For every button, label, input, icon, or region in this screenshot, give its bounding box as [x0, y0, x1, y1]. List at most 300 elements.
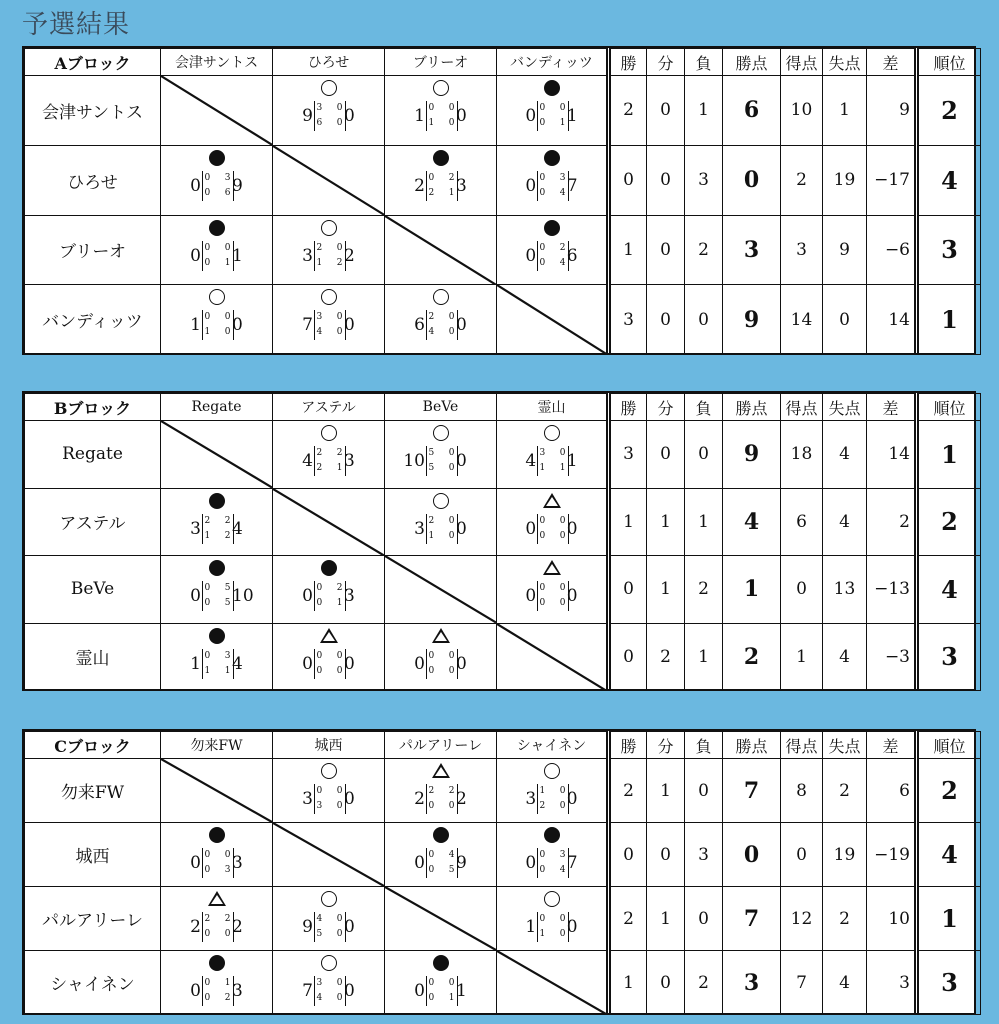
- half-score: 0: [428, 978, 435, 988]
- match-cell: [497, 887, 609, 951]
- header-pts: 勝点: [723, 732, 781, 759]
- score-left: 0: [302, 653, 313, 674]
- match-result: [161, 285, 272, 354]
- half-score: 2: [224, 914, 231, 924]
- half-score: 0: [559, 801, 566, 811]
- half-score: 0: [539, 515, 546, 526]
- half-score: 3: [559, 850, 566, 860]
- match-cell: [385, 285, 497, 355]
- half-score: 1: [316, 257, 323, 268]
- header-l: 負: [685, 394, 723, 421]
- half-score: 3: [224, 650, 231, 661]
- header-diff: 差: [867, 732, 917, 759]
- half-score: 1: [428, 530, 435, 541]
- score-left: 0: [525, 175, 537, 196]
- table-row: [25, 76, 981, 146]
- table-row: [25, 759, 981, 823]
- match-result: [497, 76, 606, 145]
- header-d: 分: [647, 394, 685, 421]
- half-score: 4: [316, 327, 323, 338]
- match-cell: [273, 421, 385, 489]
- match-cell: [385, 488, 497, 556]
- diagonal-cell: [385, 215, 497, 285]
- half-score: 0: [204, 865, 211, 875]
- half-score: 2: [336, 448, 343, 458]
- half-score: 0: [559, 914, 566, 924]
- diagonal-cell: [273, 145, 385, 215]
- match-cell: [497, 759, 609, 823]
- header-ga: 失点: [823, 732, 867, 759]
- match-result: [161, 951, 272, 1014]
- half-score: 0: [559, 530, 566, 541]
- win-circle-icon: [321, 289, 337, 305]
- score-right: 1: [566, 451, 578, 471]
- stat-rank: 1: [917, 887, 981, 951]
- table-row: [25, 285, 981, 355]
- half-scores: [426, 446, 458, 476]
- half-score: 0: [539, 172, 546, 183]
- stat-d: 0: [647, 421, 685, 489]
- half-score: 0: [448, 327, 455, 338]
- stat-rank: 1: [917, 285, 981, 355]
- score-left: 0: [302, 586, 313, 606]
- header-team: ひろせ: [273, 49, 385, 76]
- half-scores: [314, 241, 346, 271]
- match-result: [385, 421, 496, 488]
- half-score: 2: [448, 172, 455, 183]
- half-score: 2: [539, 801, 546, 811]
- score-right: 1: [232, 245, 243, 266]
- standings-table: [24, 393, 981, 691]
- score-right: 9: [456, 853, 467, 873]
- score-left: 1: [190, 653, 201, 674]
- half-score: 4: [559, 865, 566, 875]
- half-score: 0: [204, 598, 211, 608]
- header-gf: 得点: [781, 394, 823, 421]
- header-team: 城西: [273, 732, 385, 759]
- half-scores: [202, 310, 234, 340]
- score-left: 3: [190, 518, 201, 539]
- header-team: 霊山: [497, 394, 609, 421]
- stat-w: 0: [609, 623, 647, 691]
- half-score: 5: [316, 929, 323, 939]
- half-score: 0: [448, 103, 455, 113]
- stat-l: 1: [685, 76, 723, 146]
- block-a: [22, 46, 976, 355]
- standings-table: [24, 48, 981, 355]
- draw-triangle-icon: [543, 493, 561, 508]
- score-left: 4: [302, 451, 313, 471]
- match-cell: [497, 215, 609, 285]
- match-result: [161, 823, 272, 886]
- half-scores: [202, 649, 234, 679]
- match-cell: [497, 421, 609, 489]
- win-circle-icon: [433, 425, 449, 441]
- match-cell: [273, 215, 385, 285]
- half-scores: [537, 848, 569, 878]
- loss-dot-icon: [544, 80, 560, 96]
- loss-dot-icon: [209, 150, 225, 166]
- half-score: 0: [428, 801, 435, 811]
- stat-points: 1: [723, 556, 781, 624]
- loss-dot-icon: [544, 827, 560, 843]
- header-d: 分: [647, 49, 685, 76]
- half-score: 0: [316, 786, 323, 796]
- header-l: 負: [685, 732, 723, 759]
- win-circle-icon: [209, 289, 225, 305]
- match-cell: [385, 951, 497, 1015]
- half-scores: [314, 581, 346, 611]
- half-scores: [314, 310, 346, 340]
- match-cell: [273, 887, 385, 951]
- half-score: 0: [336, 118, 343, 128]
- match-cell: [273, 76, 385, 146]
- half-score: 2: [428, 515, 435, 526]
- match-result: [497, 556, 606, 623]
- half-score: 2: [224, 530, 231, 541]
- stat-w: 2: [609, 76, 647, 146]
- score-left: 3: [414, 518, 425, 539]
- stat-points: 2: [723, 623, 781, 691]
- score-left: 1: [414, 106, 425, 126]
- score-right: 0: [344, 789, 355, 809]
- stat-d: 1: [647, 488, 685, 556]
- score-right: 0: [566, 518, 578, 539]
- half-score: 0: [224, 312, 231, 323]
- half-score: 0: [448, 448, 455, 458]
- stat-points: 0: [723, 145, 781, 215]
- half-scores: [537, 581, 569, 611]
- stat-d: 2: [647, 623, 685, 691]
- half-score: 0: [428, 665, 435, 676]
- half-score: 1: [448, 187, 455, 198]
- half-score: 0: [539, 242, 546, 253]
- half-score: 3: [224, 865, 231, 875]
- half-score: 1: [204, 327, 211, 338]
- score-left: 2: [414, 175, 425, 196]
- stat-diff: −17: [867, 145, 917, 215]
- score-left: 0: [525, 586, 537, 606]
- half-score: 0: [336, 312, 343, 323]
- match-result: [273, 759, 384, 822]
- score-left: 10: [403, 451, 425, 471]
- match-result: [273, 285, 384, 354]
- half-score: 5: [224, 598, 231, 608]
- score-right: 0: [344, 917, 355, 937]
- stat-points: 7: [723, 759, 781, 823]
- score-right: 1: [566, 106, 578, 126]
- half-score: 2: [559, 242, 566, 253]
- score-left: 4: [525, 451, 537, 471]
- loss-dot-icon: [433, 955, 449, 971]
- half-score: 0: [559, 786, 566, 796]
- stat-diff: 14: [867, 285, 917, 355]
- loss-dot-icon: [209, 955, 225, 971]
- stat-points: 9: [723, 285, 781, 355]
- score-right: 4: [232, 518, 243, 539]
- header-w: 勝: [609, 732, 647, 759]
- half-scores: [426, 976, 458, 1006]
- half-scores: [426, 171, 458, 201]
- table-row: [25, 887, 981, 951]
- half-score: 0: [559, 583, 566, 593]
- stat-rank: 3: [917, 215, 981, 285]
- win-circle-icon: [321, 763, 337, 779]
- stat-gf: 10: [781, 76, 823, 146]
- half-score: 0: [316, 665, 323, 676]
- half-score: 4: [559, 187, 566, 198]
- half-score: 0: [448, 118, 455, 128]
- team-name: ブリーオ: [25, 215, 161, 285]
- header-team: アステル: [273, 394, 385, 421]
- loss-dot-icon: [209, 220, 225, 236]
- match-cell: [273, 285, 385, 355]
- score-right: 2: [456, 789, 467, 809]
- diagonal-cell: [385, 887, 497, 951]
- stat-w: 2: [609, 759, 647, 823]
- match-result: [497, 489, 606, 556]
- match-cell: [161, 887, 273, 951]
- half-score: 0: [204, 929, 211, 939]
- half-score: 2: [316, 448, 323, 458]
- header-d: 分: [647, 732, 685, 759]
- loss-dot-icon: [433, 150, 449, 166]
- header-ga: 失点: [823, 394, 867, 421]
- match-result: [273, 216, 384, 285]
- match-result: [385, 489, 496, 556]
- stat-diff: 3: [867, 951, 917, 1015]
- half-score: 2: [224, 993, 231, 1003]
- score-left: 0: [414, 653, 425, 674]
- match-cell: [385, 76, 497, 146]
- half-scores: [202, 514, 234, 544]
- table-row: [25, 556, 981, 624]
- half-score: 0: [539, 583, 546, 593]
- win-circle-icon: [321, 891, 337, 907]
- half-score: 0: [559, 598, 566, 608]
- half-score: 0: [448, 463, 455, 473]
- half-score: 0: [336, 929, 343, 939]
- header-ga: 失点: [823, 49, 867, 76]
- score-right: 3: [456, 175, 467, 196]
- score-right: 0: [456, 653, 467, 674]
- half-score: 2: [224, 515, 231, 526]
- half-score: 0: [204, 978, 211, 988]
- match-result: [497, 216, 606, 285]
- score-left: 0: [525, 853, 537, 873]
- match-result: [385, 146, 496, 215]
- half-scores: [537, 912, 569, 942]
- stat-ga: 4: [823, 488, 867, 556]
- table-row: [25, 215, 981, 285]
- loss-dot-icon: [209, 628, 225, 644]
- half-score: 0: [559, 103, 566, 113]
- loss-dot-icon: [209, 493, 225, 509]
- half-score: 0: [448, 515, 455, 526]
- score-right: 1: [456, 981, 467, 1001]
- half-score: 0: [316, 650, 323, 661]
- stat-gf: 6: [781, 488, 823, 556]
- half-scores: [314, 101, 346, 131]
- score-right: 0: [344, 106, 355, 126]
- win-circle-icon: [321, 425, 337, 441]
- draw-triangle-icon: [543, 560, 561, 575]
- half-score: 1: [539, 929, 546, 939]
- score-right: 4: [232, 653, 243, 674]
- score-left: 0: [190, 853, 201, 873]
- match-cell: [161, 823, 273, 887]
- score-left: 3: [302, 789, 313, 809]
- header-w: 勝: [609, 394, 647, 421]
- score-left: 9: [302, 917, 313, 937]
- diagonal-cell: [273, 488, 385, 556]
- stat-rank: 3: [917, 951, 981, 1015]
- half-score: 0: [428, 865, 435, 875]
- half-score: 2: [316, 242, 323, 253]
- half-scores: [426, 101, 458, 131]
- match-result: [385, 624, 496, 691]
- stat-gf: 7: [781, 951, 823, 1015]
- match-result: [161, 489, 272, 556]
- half-scores: [314, 446, 346, 476]
- match-cell: [497, 76, 609, 146]
- header-diff: 差: [867, 394, 917, 421]
- half-score: 0: [428, 850, 435, 860]
- team-name: 勿来FW: [25, 759, 161, 823]
- stat-gf: 3: [781, 215, 823, 285]
- match-cell: [161, 623, 273, 691]
- header-rank: 順位: [917, 49, 981, 76]
- score-left: 0: [414, 853, 425, 873]
- stat-diff: −6: [867, 215, 917, 285]
- score-left: 7: [302, 981, 313, 1001]
- half-scores: [537, 241, 569, 271]
- half-score: 4: [559, 257, 566, 268]
- half-scores: [314, 976, 346, 1006]
- half-score: 1: [336, 463, 343, 473]
- loss-dot-icon: [544, 150, 560, 166]
- stat-d: 0: [647, 145, 685, 215]
- stat-diff: −19: [867, 823, 917, 887]
- stat-d: 0: [647, 285, 685, 355]
- half-score: 2: [336, 583, 343, 593]
- team-name: シャイネン: [25, 951, 161, 1015]
- half-score: 6: [316, 118, 323, 128]
- half-score: 0: [336, 993, 343, 1003]
- team-name: パルアリーレ: [25, 887, 161, 951]
- half-score: 1: [559, 463, 566, 473]
- score-right: 0: [566, 789, 578, 809]
- match-cell: [385, 421, 497, 489]
- stat-rank: 2: [917, 759, 981, 823]
- stat-points: 3: [723, 951, 781, 1015]
- stat-d: 0: [647, 951, 685, 1015]
- stat-ga: 19: [823, 823, 867, 887]
- half-scores: [537, 101, 569, 131]
- stat-l: 0: [685, 887, 723, 951]
- half-score: 0: [448, 650, 455, 661]
- win-circle-icon: [433, 289, 449, 305]
- score-left: 1: [190, 315, 201, 336]
- half-scores: [202, 912, 234, 942]
- half-score: 1: [539, 786, 546, 796]
- match-result: [273, 951, 384, 1014]
- match-result: [273, 421, 384, 488]
- match-result: [385, 823, 496, 886]
- half-scores: [426, 310, 458, 340]
- match-cell: [385, 145, 497, 215]
- half-score: 0: [316, 583, 323, 593]
- match-cell: [161, 285, 273, 355]
- half-score: 0: [539, 103, 546, 113]
- half-score: 0: [539, 914, 546, 924]
- match-cell: [161, 556, 273, 624]
- half-score: 0: [224, 327, 231, 338]
- table-row: [25, 488, 981, 556]
- stat-points: 6: [723, 76, 781, 146]
- win-circle-icon: [544, 425, 560, 441]
- stat-diff: 2: [867, 488, 917, 556]
- half-score: 0: [448, 530, 455, 541]
- half-score: 1: [559, 118, 566, 128]
- stat-ga: 0: [823, 285, 867, 355]
- team-name: 城西: [25, 823, 161, 887]
- half-score: 0: [559, 448, 566, 458]
- stat-d: 1: [647, 556, 685, 624]
- half-score: 4: [316, 914, 323, 924]
- score-right: 10: [232, 586, 254, 606]
- stat-rank: 2: [917, 76, 981, 146]
- half-score: 2: [336, 257, 343, 268]
- match-cell: [273, 759, 385, 823]
- stat-w: 1: [609, 951, 647, 1015]
- half-score: 0: [559, 515, 566, 526]
- stat-d: 1: [647, 887, 685, 951]
- half-score: 0: [224, 850, 231, 860]
- score-left: 1: [525, 917, 537, 937]
- match-cell: [497, 145, 609, 215]
- stat-points: 0: [723, 823, 781, 887]
- stat-ga: 13: [823, 556, 867, 624]
- stat-d: 0: [647, 215, 685, 285]
- team-name: 霊山: [25, 623, 161, 691]
- half-score: 0: [539, 598, 546, 608]
- stat-l: 0: [685, 421, 723, 489]
- half-score: 3: [316, 978, 323, 988]
- stat-gf: 14: [781, 285, 823, 355]
- score-right: 0: [456, 315, 467, 336]
- half-score: 1: [224, 257, 231, 268]
- block-name: Cブロック: [25, 732, 161, 759]
- header-team: シャイネン: [497, 732, 609, 759]
- half-score: 1: [224, 665, 231, 676]
- match-result: [497, 146, 606, 215]
- half-score: 0: [204, 650, 211, 661]
- score-left: 0: [190, 175, 201, 196]
- match-cell: [273, 623, 385, 691]
- match-result: [385, 285, 496, 354]
- match-cell: [497, 823, 609, 887]
- diagonal-cell: [497, 623, 609, 691]
- score-left: 0: [525, 106, 537, 126]
- header-pts: 勝点: [723, 49, 781, 76]
- half-score: 1: [539, 463, 546, 473]
- stat-ga: 9: [823, 215, 867, 285]
- block-c: [22, 729, 976, 1015]
- score-left: 0: [525, 245, 537, 266]
- header-rank: 順位: [917, 394, 981, 421]
- score-left: 0: [190, 245, 201, 266]
